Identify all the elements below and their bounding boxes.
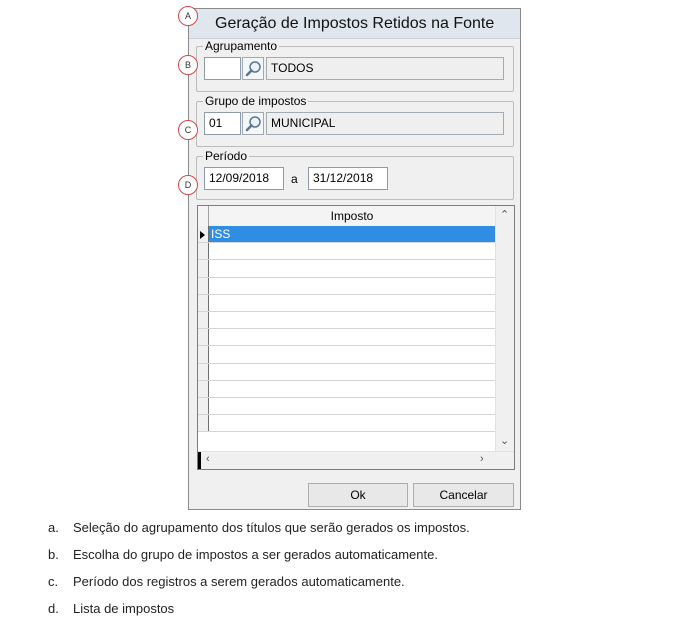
row-indicator: [198, 364, 209, 380]
periodo-group: [196, 149, 514, 200]
chevron-left-icon[interactable]: ‹: [206, 453, 210, 465]
table-row[interactable]: [198, 415, 495, 432]
table-row[interactable]: [198, 295, 495, 312]
grid-column-header-imposto[interactable]: Imposto: [209, 206, 495, 226]
table-row[interactable]: [198, 243, 495, 260]
table-cell[interactable]: [209, 346, 495, 362]
grid-header-indicator: [198, 206, 209, 226]
legend-text: Seleção do agrupamento dos títulos que serão gerados os impostos.: [73, 520, 470, 535]
row-indicator: [198, 329, 209, 345]
table-row[interactable]: [198, 226, 495, 243]
row-indicator: [198, 226, 209, 242]
chevron-down-icon[interactable]: ⌄: [500, 435, 510, 447]
row-indicator: [198, 415, 209, 431]
ok-button[interactable]: Ok: [308, 483, 408, 507]
marker-c: C: [178, 120, 198, 140]
table-row[interactable]: [198, 364, 495, 381]
agrupamento-lookup-button[interactable]: [242, 57, 264, 80]
marker-d: D: [178, 175, 198, 195]
grupo-impostos-description-field: MUNICIPAL: [266, 112, 504, 135]
table-cell[interactable]: [209, 415, 495, 431]
legend-letter: d.: [48, 601, 59, 616]
cancel-button[interactable]: Cancelar: [413, 483, 514, 507]
marker-a: A: [178, 6, 198, 26]
table-cell[interactable]: [209, 312, 495, 328]
agrupamento-code-input[interactable]: [204, 57, 241, 80]
row-indicator: [198, 398, 209, 414]
legend-letter: c.: [48, 574, 59, 589]
table-row[interactable]: [198, 260, 495, 277]
table-cell[interactable]: [209, 364, 495, 380]
legend-letter: a.: [48, 520, 59, 535]
agrupamento-description-field: TODOS: [266, 57, 504, 80]
row-indicator: [198, 312, 209, 328]
legend-text: Lista de impostos: [73, 601, 175, 616]
table-row[interactable]: [198, 312, 495, 329]
legend-text: Período dos registros a serem gerados automaticamente.: [73, 574, 405, 589]
table-cell[interactable]: [209, 381, 495, 397]
table-cell[interactable]: [209, 398, 495, 414]
legend-text: Escolha do grupo de impostos a ser gerados automaticamente.: [73, 547, 438, 562]
row-indicator: [198, 243, 209, 259]
periodo-separator: a: [291, 172, 298, 186]
table-row[interactable]: [198, 381, 495, 398]
periodo-start-input[interactable]: 12/09/2018: [204, 167, 284, 190]
scrollbar-edge: [198, 452, 201, 469]
window-title: Geração de Impostos Retidos na Fonte: [215, 15, 495, 32]
table-cell[interactable]: [209, 243, 495, 259]
vertical-scrollbar[interactable]: [495, 206, 514, 451]
grupo-impostos-code-input[interactable]: 01: [204, 112, 241, 135]
grupo-impostos-label: Grupo de impostos: [205, 94, 307, 108]
dialog-window: [188, 8, 521, 510]
grupo-impostos-group: [196, 94, 514, 147]
table-cell[interactable]: ISS: [209, 226, 495, 242]
periodo-end-input[interactable]: 31/12/2018: [308, 167, 388, 190]
table-row[interactable]: [198, 346, 495, 363]
row-indicator: [198, 278, 209, 294]
magnifier-icon: [245, 115, 263, 133]
agrupamento-group: [196, 39, 514, 92]
chevron-right-icon[interactable]: ›: [480, 453, 484, 465]
row-indicator: [198, 381, 209, 397]
current-row-arrow-icon: [200, 231, 205, 239]
table-cell[interactable]: [209, 329, 495, 345]
table-row[interactable]: [198, 278, 495, 295]
title-bar: [189, 9, 520, 39]
impostos-grid[interactable]: [197, 205, 515, 470]
row-indicator: [198, 295, 209, 311]
table-cell[interactable]: [209, 295, 495, 311]
agrupamento-label: Agrupamento: [205, 39, 278, 53]
periodo-label: Período: [205, 149, 248, 163]
grid-rows: [198, 226, 495, 432]
table-row[interactable]: [198, 398, 495, 415]
table-cell[interactable]: [209, 260, 495, 276]
grupo-impostos-lookup-button[interactable]: [242, 112, 264, 135]
magnifier-icon: [245, 60, 263, 78]
grid-header: [198, 206, 495, 226]
horizontal-scrollbar[interactable]: [198, 451, 514, 469]
row-indicator: [198, 346, 209, 362]
row-indicator: [198, 260, 209, 276]
legend-letter: b.: [48, 547, 59, 562]
marker-b: B: [178, 55, 198, 75]
chevron-up-icon[interactable]: ⌃: [500, 209, 510, 221]
table-cell[interactable]: [209, 278, 495, 294]
table-row[interactable]: [198, 329, 495, 346]
